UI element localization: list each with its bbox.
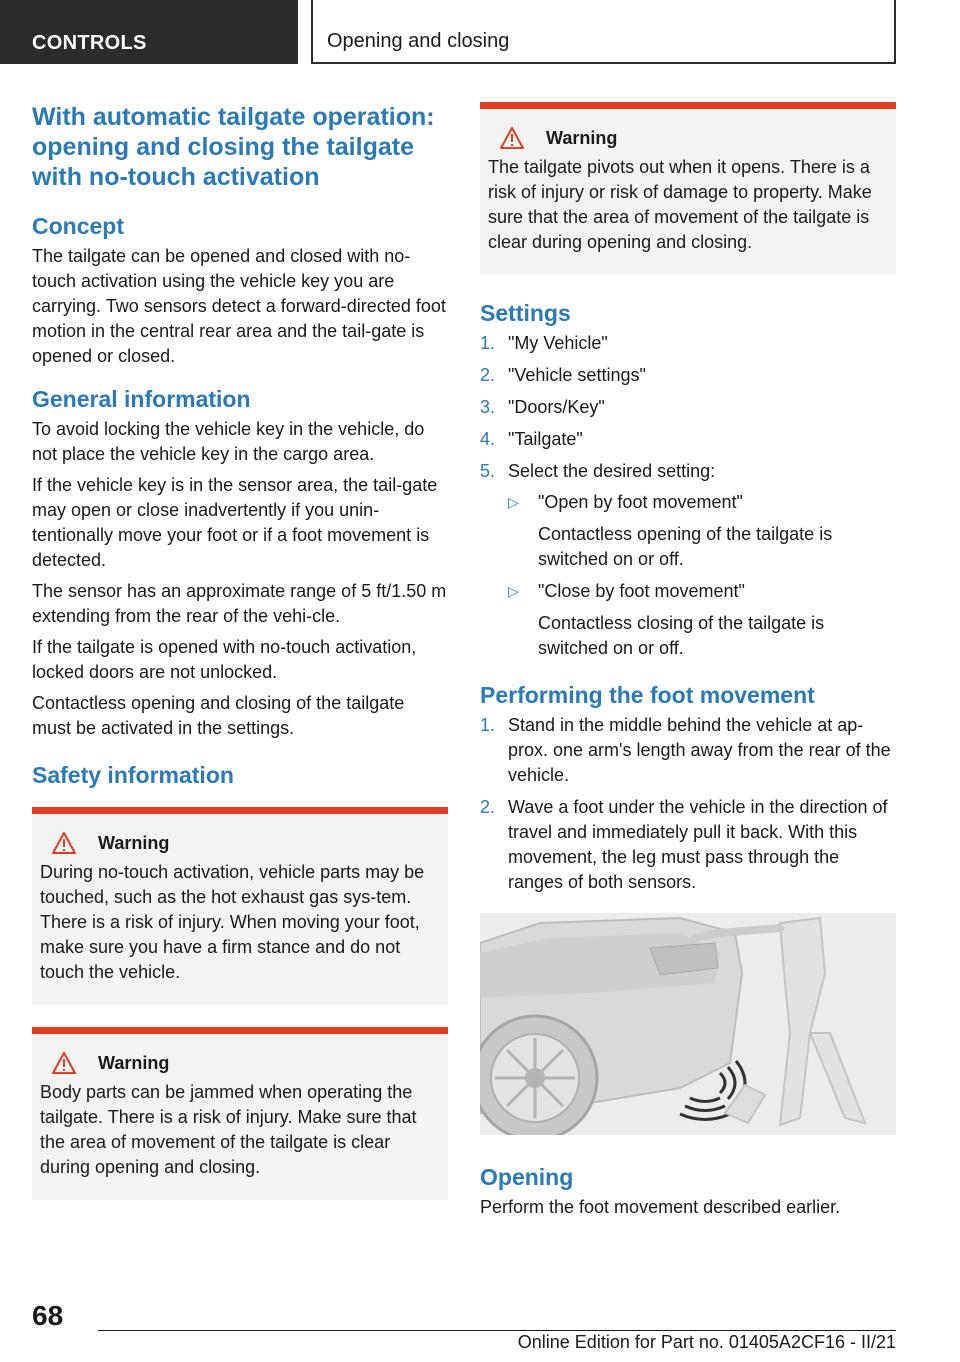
settings-options	[508, 490, 896, 661]
foot-heading: Performing the foot movement	[480, 682, 815, 708]
warning-triangle-icon	[52, 1052, 76, 1074]
edition-text: Online Edition for Part no. 01405A2CF16 - II/21	[517, 1332, 896, 1352]
main-title: With automatic tailgate operation: opening and closing the tailgate with no-touch activation	[32, 103, 435, 191]
list-item: 4. "Tailgate"	[480, 429, 583, 449]
general-paragraph: If the tailgate is opened with no-touch activation, locked doors are not unlocked.	[32, 637, 417, 682]
list-item: 2. "Vehicle settings"	[480, 365, 646, 385]
general-heading: General information	[32, 386, 251, 412]
bullet-triangle-icon: ▷	[508, 494, 519, 510]
general-paragraph: If the vehicle key is in the sensor area, the tail-gate may open or close inadvertently if you unin-tentionally move your foot or if a foot movement is detected.	[32, 475, 438, 570]
list-item: 1. Stand in the middle behind the vehicle at ap-prox. one arm's length away from the rear of the vehicle.	[480, 715, 891, 785]
warning-text: The tailgate pivots out when it opens. There is a risk of injury or risk of damage to property. Make sure that the area of movement of the tailgate is clear during opening and closing.	[488, 157, 872, 252]
warning-title: Warning	[98, 1052, 170, 1073]
general-paragraph: The sensor has an approximate range of 5 ft/1.50 m extending from the rear of the vehi-cle.	[32, 581, 447, 626]
warning-title: Warning	[98, 832, 170, 853]
left-column	[32, 102, 448, 1200]
warning-box	[480, 102, 896, 275]
settings-steps	[480, 331, 896, 661]
safety-heading: Safety information	[32, 762, 234, 788]
page-number: 68	[32, 1300, 64, 1331]
list-item: 5. Select the desired setting: ▷ "Open by foot movement" Contactless opening of the tailgate is switched on or off. ▷ "Close by foot movement" Contactless closing of the tailgate is switched on or off.	[480, 459, 896, 661]
bullet-triangle-icon: ▷	[508, 583, 519, 599]
footer-divider	[98, 1330, 896, 1331]
list-item: 1. "My Vehicle"	[480, 333, 608, 353]
concept-text: The tailgate can be opened and closed with no-touch activation using the vehicle key you are carrying. Two sensors detect a forward-directed foot motion in the central rear area and the tail-gate is opened or closed.	[32, 246, 446, 366]
foot-movement-illustration	[480, 913, 896, 1135]
car-rear-illustration	[480, 913, 896, 1135]
general-paragraph: To avoid locking the vehicle key in the vehicle, do not place the vehicle key in the cargo area.	[32, 419, 425, 464]
sub-list-item: ▷ "Open by foot movement" Contactless opening of the tailgate is switched on or off.	[508, 492, 833, 569]
warning-box	[32, 1027, 448, 1200]
right-column	[480, 102, 896, 1226]
warning-text: During no-touch activation, vehicle parts may be touched, such as the hot exhaust gas sys-tem. There is a risk of injury. When moving your foot, make sure you have a firm stance and do not touch the vehicle.	[40, 862, 425, 982]
opening-text: Perform the foot movement described earlier.	[480, 1197, 841, 1217]
list-item: 3. "Doors/Key"	[480, 397, 605, 417]
sub-list-item: ▷ "Close by foot movement" Contactless closing of the tailgate is switched on or off.	[508, 581, 825, 658]
foot-steps	[480, 713, 896, 895]
settings-heading: Settings	[480, 300, 571, 326]
warning-box	[32, 807, 448, 1005]
section-tab: CONTROLS	[0, 0, 298, 64]
chapter-title: Opening and closing	[311, 0, 896, 64]
warning-triangle-icon	[52, 832, 76, 854]
general-paragraph: Contactless opening and closing of the tailgate must be activated in the settings.	[32, 693, 405, 738]
concept-heading: Concept	[32, 213, 124, 239]
warning-triangle-icon	[500, 127, 524, 149]
warning-text: Body parts can be jammed when operating the tailgate. There is a risk of injury. Make sure that the area of movement of the tailgate is clear during opening and closing.	[40, 1082, 417, 1177]
warning-title: Warning	[546, 127, 618, 148]
list-item: 2. Wave a foot under the vehicle in the direction of travel and immediately pull it back. With this movement, the leg must pass through the ranges of both sensors.	[480, 797, 888, 892]
opening-heading: Opening	[480, 1164, 574, 1190]
page-header	[0, 0, 960, 66]
